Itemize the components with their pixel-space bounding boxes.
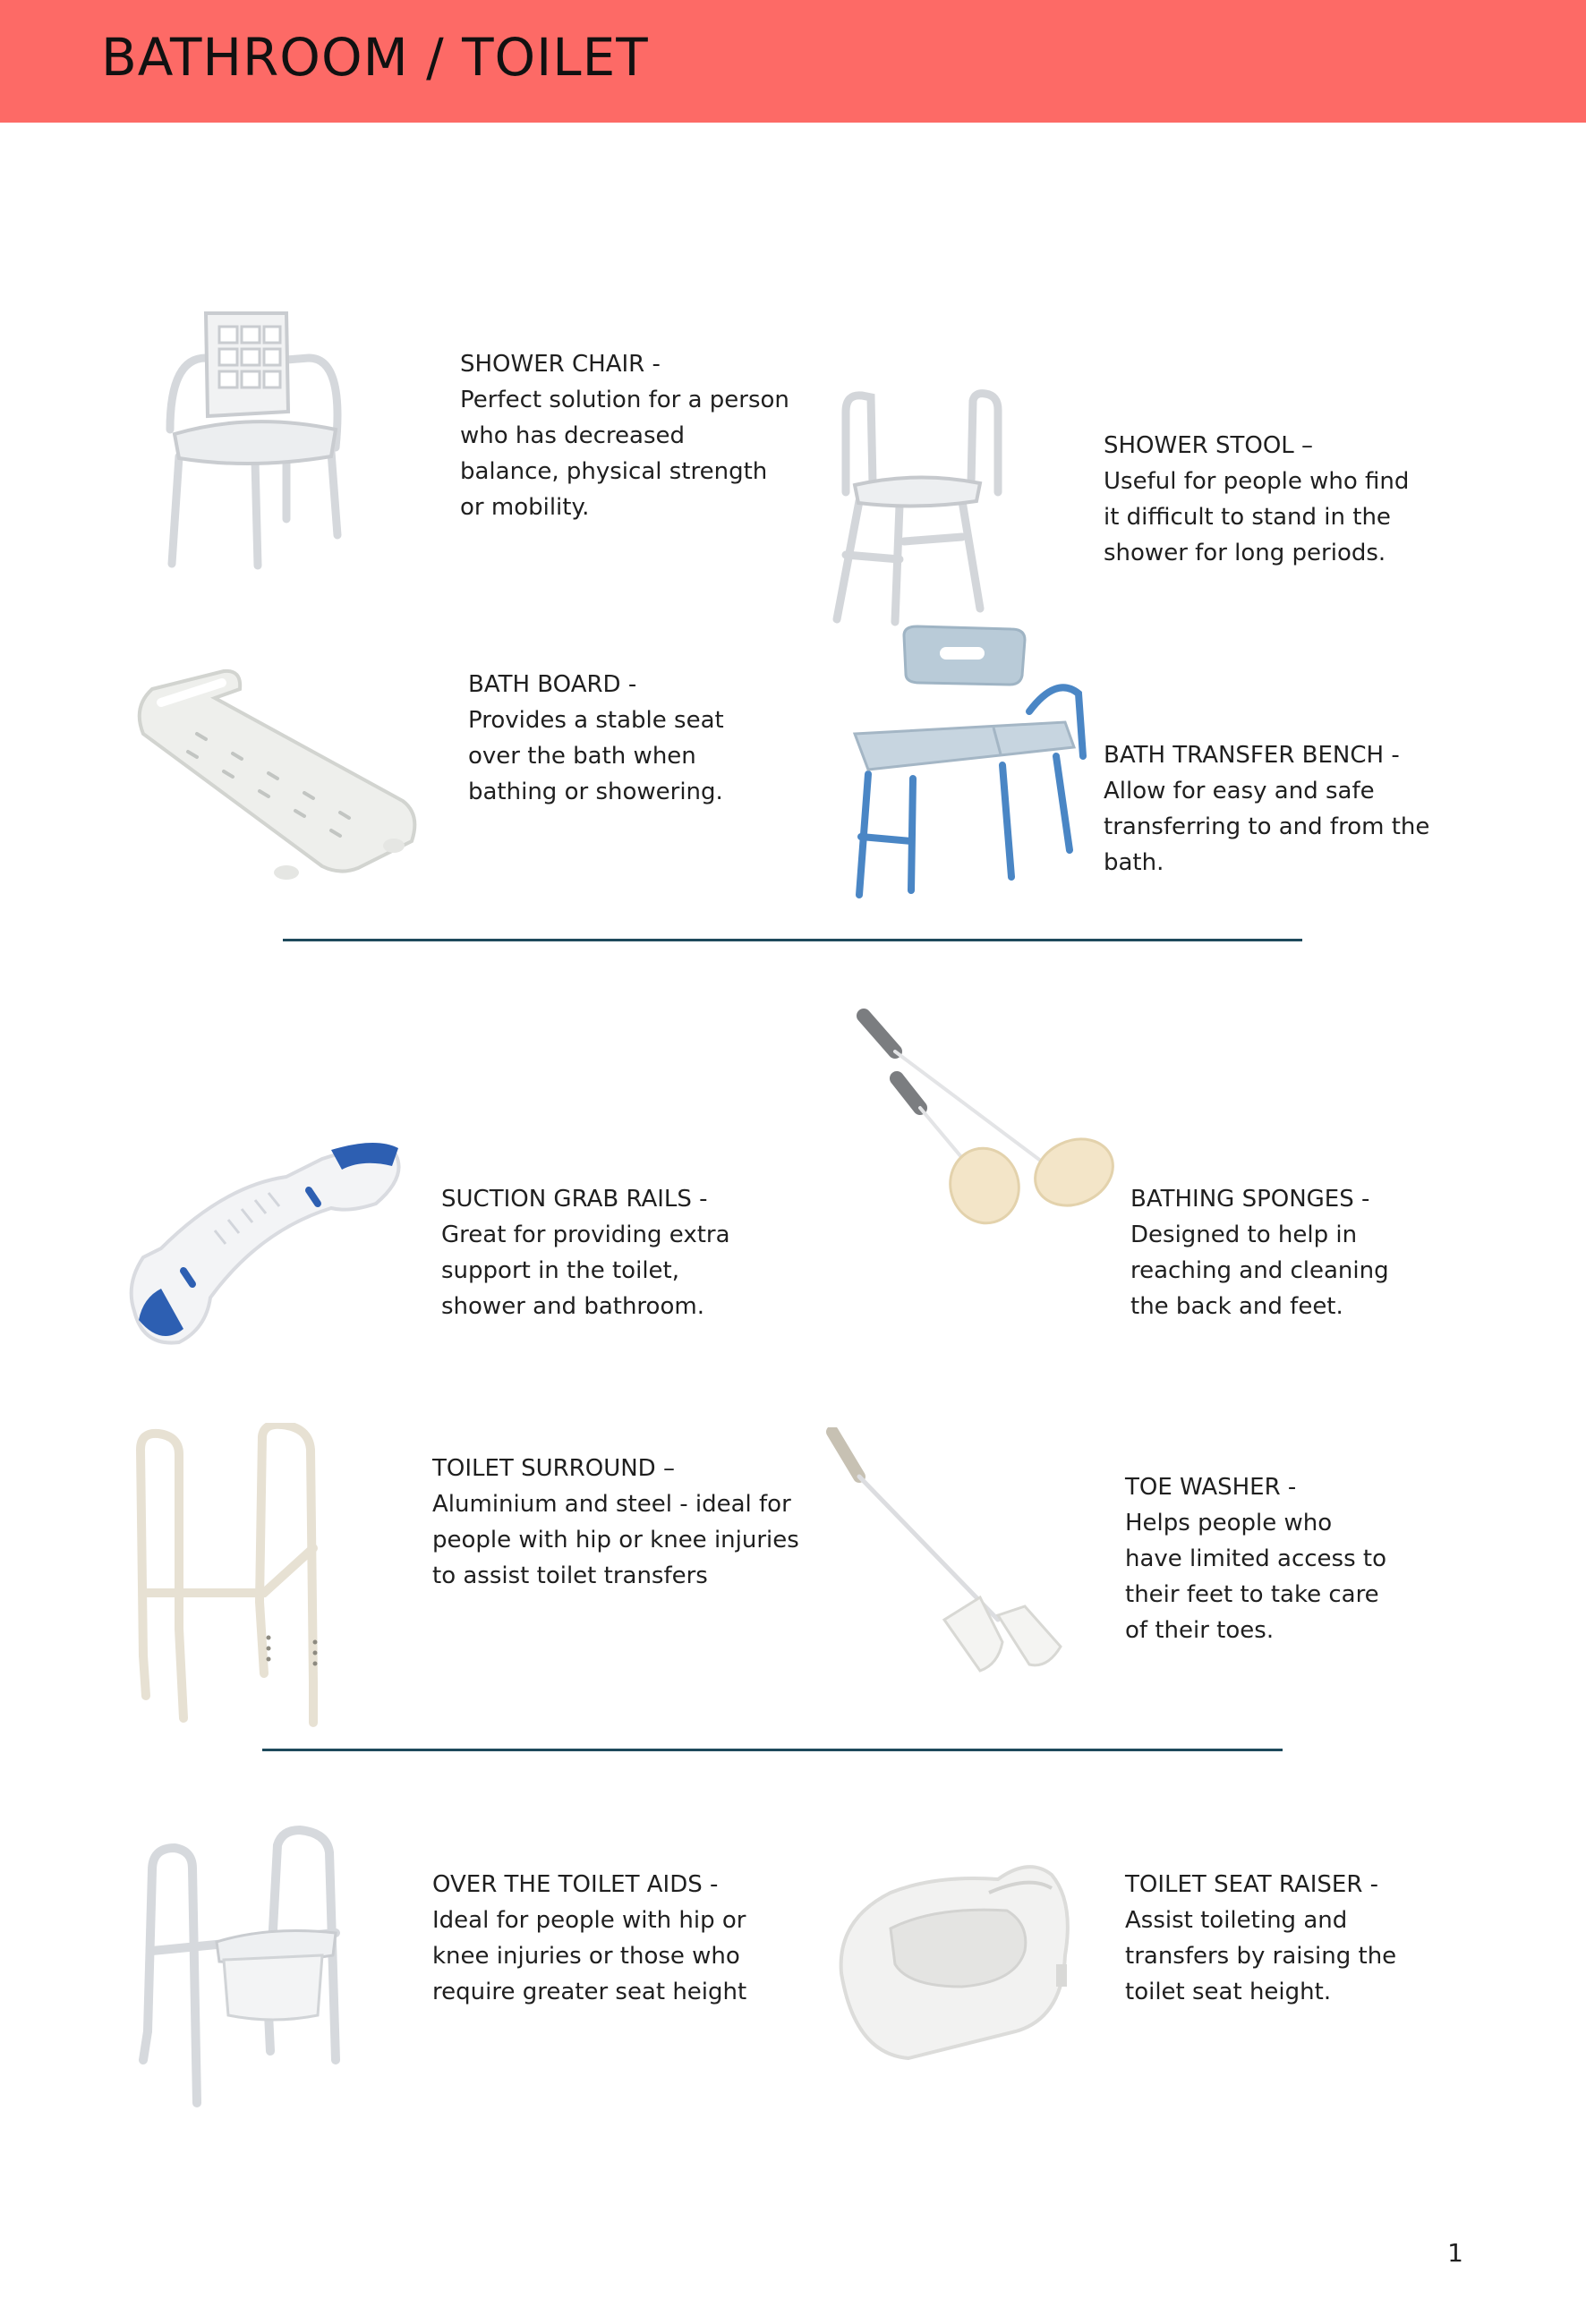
- toilet-seat-raiser-title: TOILET SEAT RAISER -: [1125, 1871, 1379, 1898]
- shower-chair-icon: [152, 304, 385, 573]
- shower-chair-title: SHOWER CHAIR -: [460, 351, 661, 378]
- bathing-sponge-icon: [850, 1002, 1119, 1235]
- transfer-bench-icon: [850, 622, 1092, 904]
- section-divider-2: [262, 1749, 1283, 1751]
- page-title: BATHROOM / TOILET: [101, 27, 649, 88]
- toe-washer-description: TOE WASHER - Helps people who have limited access to their feet to take care of their toes.: [1125, 1469, 1386, 1648]
- grab-rail-icon: [107, 1123, 412, 1356]
- over-toilet-aids-title: OVER THE TOILET AIDS -: [432, 1871, 719, 1898]
- toilet-seat-raiser-icon: [828, 1839, 1079, 2063]
- toe-washer-title: TOE WASHER -: [1125, 1474, 1297, 1501]
- bath-board-description: BATH BOARD - Provides a stable seat over the bath when bathing or showering.: [468, 667, 724, 810]
- bath-transfer-bench-description: BATH TRANSFER BENCH - Allow for easy and safe transferring to and from the bath.: [1104, 737, 1429, 881]
- suction-grab-rails-title: SUCTION GRAB RAILS -: [441, 1186, 708, 1213]
- section-divider: [283, 939, 1302, 941]
- page-header: [0, 0, 1586, 123]
- bath-board-icon: [125, 653, 430, 895]
- over-toilet-frame-icon: [134, 1826, 394, 2112]
- over-toilet-aids-description: OVER THE TOILET AIDS - Ideal for people with hip or knee injuries or those who require greater seat height: [432, 1867, 746, 2010]
- bathing-sponges-description: BATHING SPONGES - Designed to help in reaching and cleaning the back and feet.: [1130, 1181, 1389, 1324]
- page-number: 1: [1447, 2238, 1463, 2268]
- toe-washer-icon: [823, 1427, 1083, 1678]
- shower-chair-description: SHOWER CHAIR - Perfect solution for a person who has decreased balance, physical strength or mobility.: [460, 346, 789, 525]
- bathing-sponges-title: BATHING SPONGES -: [1130, 1186, 1370, 1213]
- shower-stool-description: SHOWER STOOL – Useful for people who find it difficult to stand in the shower for long periods.: [1104, 428, 1409, 571]
- toilet-seat-raiser-description: TOILET SEAT RAISER - Assist toileting and transfers by raising the toilet seat height.: [1125, 1867, 1396, 2010]
- toilet-surround-title: TOILET SURROUND –: [432, 1455, 675, 1482]
- bath-transfer-bench-title: BATH TRANSFER BENCH -: [1104, 742, 1400, 769]
- shower-stool-title: SHOWER STOOL –: [1104, 432, 1314, 459]
- toilet-surround-icon: [130, 1423, 371, 1727]
- shower-stool-icon: [819, 385, 1025, 626]
- bath-board-title: BATH BOARD -: [468, 671, 637, 698]
- toilet-surround-description: TOILET SURROUND – Aluminium and steel - ideal for people with hip or knee injuries to assist toilet transfers: [432, 1451, 799, 1594]
- suction-grab-rails-description: SUCTION GRAB RAILS - Great for providing extra support in the toilet, shower and bathroom.: [441, 1181, 730, 1324]
